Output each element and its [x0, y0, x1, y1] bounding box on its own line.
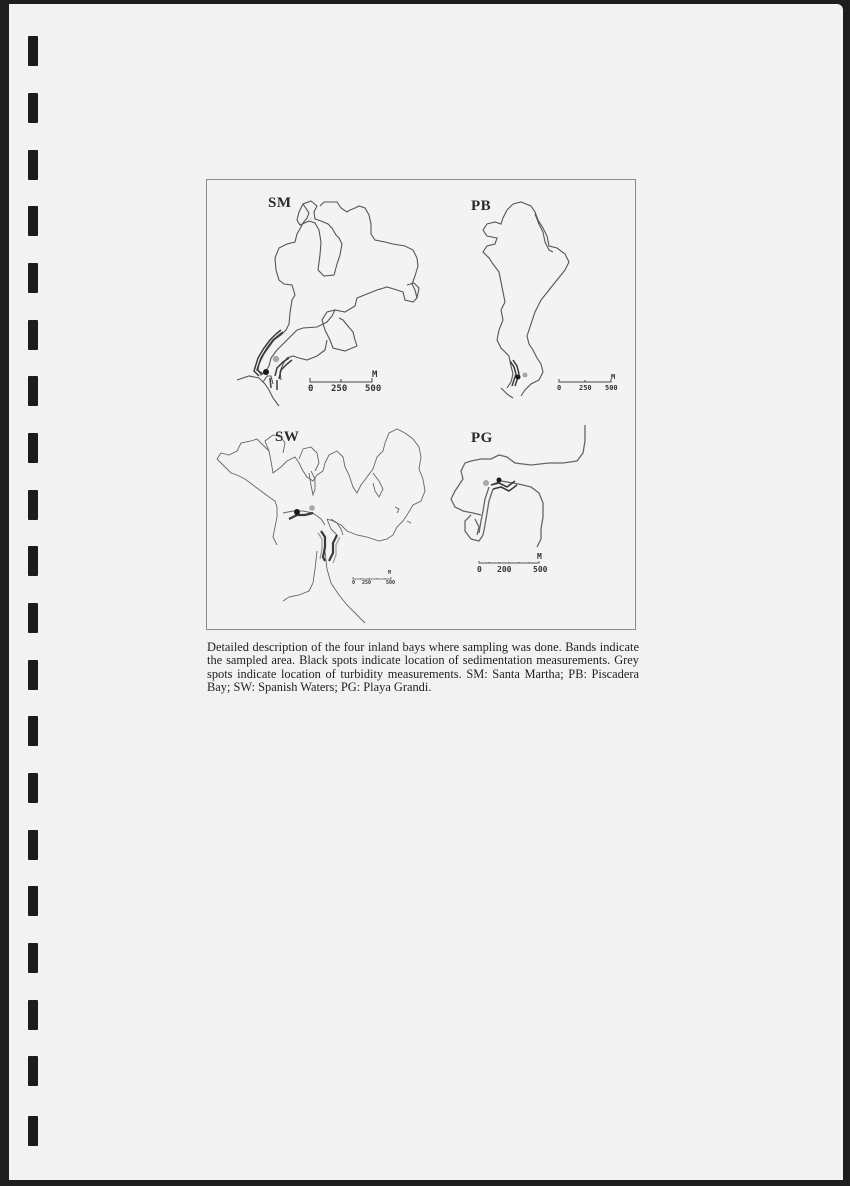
figure-frame	[206, 179, 636, 630]
scale-tick-sm-2: 500	[365, 384, 382, 394]
binding-hole	[28, 490, 38, 520]
binding-hole	[28, 603, 38, 633]
scale-tick-sm-1: 250	[331, 384, 348, 394]
turbidity-spot-sw	[309, 505, 315, 511]
turbidity-spot-pb	[523, 373, 528, 378]
scale-tick-sw-1: 250	[362, 580, 372, 586]
binding-hole	[28, 886, 38, 916]
binding-hole	[28, 716, 38, 746]
panel-label-pg: PG	[471, 430, 493, 446]
scale-bar-pb	[559, 379, 611, 382]
binding-hole	[28, 546, 38, 576]
scale-tick-pb-1: 250	[579, 384, 592, 392]
sedimentation-spot-pb	[516, 375, 521, 380]
scale-tick-sw-2: 500	[386, 580, 396, 586]
map-panel-sw	[207, 411, 431, 631]
binding-hole	[28, 150, 38, 180]
panel-label-pb: PB	[471, 198, 492, 214]
turbidity-spot-pg	[483, 480, 489, 486]
scale-tick-pb-2: 500	[605, 384, 618, 392]
spanish-waters-map	[207, 411, 431, 631]
scale-bar-sw	[353, 577, 391, 579]
scale-tick-pg-0: 0	[477, 565, 482, 574]
figure-caption: Detailed description of the four inland bays where sampling was done. Bands indicate the sampled area. Black spots indicate location of sedimentation measurements. Grey spots indicate location of turbidity measurements. SM: Santa Martha; PB: Piscadera Bay; SW: Spanish Waters; PG: Playa Grandi.	[207, 640, 639, 694]
santa-martha-map	[207, 180, 427, 410]
scale-tick-pb-0: 0	[557, 384, 562, 392]
scale-tick-sw-0: 0	[352, 580, 356, 586]
panel-label-sw: SW	[275, 429, 300, 445]
map-panel-sm	[207, 180, 427, 410]
binding-hole	[28, 830, 38, 860]
map-panel-pg	[431, 411, 637, 631]
binding-hole	[28, 320, 38, 350]
binding-hole	[28, 660, 38, 690]
binding-hole	[28, 943, 38, 973]
binding-hole	[28, 376, 38, 406]
binding-hole	[28, 263, 38, 293]
scale-bar-pg	[479, 561, 539, 563]
scale-unit-sw: M	[388, 570, 392, 576]
scale-unit-pg: M	[537, 552, 542, 561]
binding-hole	[28, 93, 38, 123]
scale-tick-sm-0: 0	[308, 384, 314, 394]
sedimentation-spot-sw	[294, 509, 300, 515]
piscadera-bay-map	[431, 180, 637, 410]
scale-unit-pb: M	[611, 373, 616, 381]
binding-hole	[28, 1000, 38, 1030]
playa-grandi-map	[431, 411, 637, 631]
scale-tick-pg-2: 500	[533, 565, 548, 574]
panel-label-sm: SM	[268, 195, 292, 211]
scale-unit-sm: M	[372, 370, 378, 380]
scale-tick-pg-1: 200	[497, 565, 512, 574]
binding-hole	[28, 206, 38, 236]
sedimentation-spot-sm	[263, 369, 269, 375]
binding-hole	[28, 433, 38, 463]
binding-hole	[28, 1056, 38, 1086]
binding-hole	[28, 36, 38, 66]
binding-hole	[28, 1116, 38, 1146]
turbidity-spot-sm	[273, 356, 279, 362]
map-panel-pb	[431, 180, 637, 410]
sedimentation-spot-pg	[497, 478, 502, 483]
binding-hole	[28, 773, 38, 803]
scale-bar-sm	[310, 378, 372, 382]
